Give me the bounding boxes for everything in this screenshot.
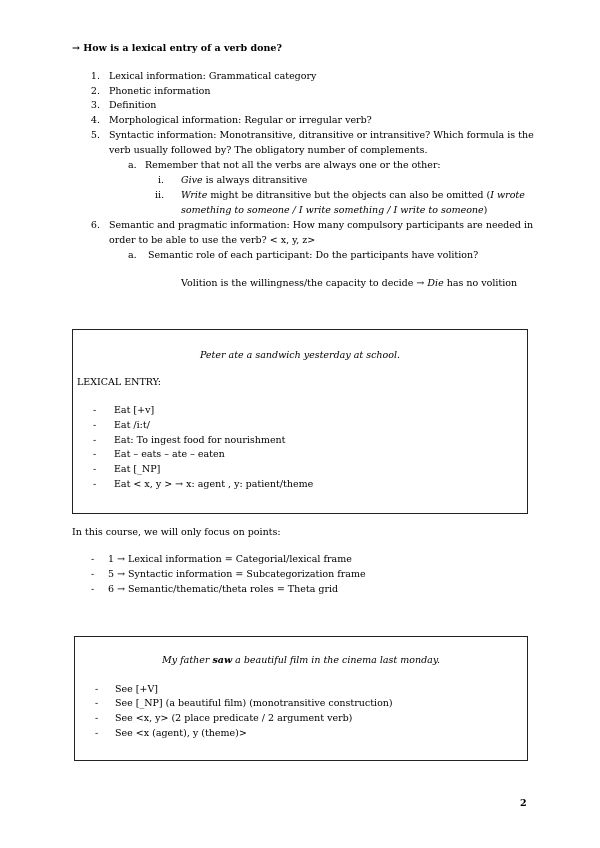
volition-rest: has no volition bbox=[443, 278, 518, 289]
dash-bullet: - bbox=[93, 449, 97, 460]
dash-bullet: - bbox=[95, 684, 99, 695]
focus-item: 5 → Syntactic information = Subcategorization frame bbox=[108, 569, 366, 580]
dash-bullet: - bbox=[93, 479, 97, 490]
sub-item: Semantic role of each participant: Do the participants have volition? bbox=[148, 250, 479, 261]
dash-bullet: - bbox=[93, 405, 97, 416]
list-item: Semantic and pragmatic information: How many compulsory participants are needed in bbox=[109, 220, 534, 231]
list-item: Eat [+v] bbox=[114, 405, 155, 416]
roman-item-text: might be ditransitive but the objects can also be omitted ( bbox=[207, 190, 491, 201]
section-heading bbox=[72, 43, 282, 55]
list-item: Syntactic information: Monotransitive, ditransitive or intransitive? Which formula is the bbox=[109, 130, 534, 141]
dash-bullet: - bbox=[93, 435, 97, 446]
sentence-start: My father bbox=[162, 655, 213, 666]
list-number: 2. bbox=[90, 86, 100, 97]
roman-item-continuation bbox=[181, 205, 487, 217]
heading-text: How is a lexical entry of a verb done? bbox=[83, 43, 282, 54]
lexical-entry-box bbox=[72, 329, 528, 514]
volition-text: Volition is the willingness/the capacity to decide bbox=[181, 278, 414, 289]
sentence-end: a beautiful film in the cinema last monday. bbox=[232, 655, 440, 666]
dash-bullet: - bbox=[91, 584, 95, 595]
sentence-verb: saw bbox=[212, 655, 233, 666]
example-sentence: something to someone / I write something / I write to someone bbox=[181, 205, 484, 216]
dash-bullet: - bbox=[93, 464, 97, 475]
list-number: 3. bbox=[90, 100, 100, 111]
dash-bullet: - bbox=[91, 554, 95, 565]
list-item: Definition bbox=[109, 100, 157, 111]
example-sentence bbox=[75, 655, 527, 667]
example-sentence: Peter ate a sandwich yesterday at school. bbox=[199, 350, 401, 361]
list-item: Eat – eats – ate – eaten bbox=[114, 449, 225, 460]
list-item: Eat: To ingest food for nourishment bbox=[114, 435, 286, 446]
roman-label: ii. bbox=[155, 190, 165, 201]
dash-bullet: - bbox=[95, 728, 99, 739]
list-number: 1. bbox=[90, 71, 100, 82]
sub-label: a. bbox=[128, 250, 137, 261]
list-item: See [+V] bbox=[115, 684, 159, 695]
example-verb: Die bbox=[427, 278, 444, 289]
list-item: See <x (agent), y (theme)> bbox=[115, 728, 247, 739]
lexical-entry-label: LEXICAL ENTRY: bbox=[77, 377, 161, 388]
focus-intro: In this course, we will only focus on points: bbox=[72, 527, 281, 538]
list-item-continuation: verb usually followed by? The obligatory number of complements. bbox=[109, 145, 428, 156]
list-item: Eat /i:t/ bbox=[114, 420, 150, 431]
roman-item-text: is always ditransitive bbox=[202, 175, 308, 186]
roman-item bbox=[181, 190, 525, 202]
dash-bullet: - bbox=[93, 420, 97, 431]
roman-item bbox=[181, 175, 307, 187]
list-item: Eat [_NP] bbox=[114, 464, 161, 475]
list-number: 6. bbox=[90, 220, 100, 231]
list-item: Eat < x, y > → x: agent , y: patient/theme bbox=[114, 479, 314, 490]
focus-item: 6 → Semantic/thematic/theta roles = Theta grid bbox=[108, 584, 339, 595]
sub-label: a. bbox=[128, 160, 137, 171]
volition-note bbox=[181, 278, 517, 290]
example-box bbox=[74, 636, 528, 761]
arrow-icon: → bbox=[416, 278, 425, 289]
list-item: Phonetic information bbox=[109, 86, 211, 97]
dash-bullet: - bbox=[95, 713, 99, 724]
list-item-continuation: order to be able to use the verb? < x, y, z> bbox=[109, 235, 316, 246]
list-number: 4. bbox=[90, 115, 100, 126]
focus-item: 1 → Lexical information = Categorial/lexical frame bbox=[108, 554, 352, 565]
page-number: 2 bbox=[520, 798, 527, 809]
example-verb: Give bbox=[181, 175, 203, 186]
sub-item: Remember that not all the verbs are always one or the other: bbox=[145, 160, 441, 171]
example-verb: Write bbox=[181, 190, 208, 201]
close-paren: ) bbox=[483, 205, 488, 216]
roman-label: i. bbox=[158, 175, 165, 186]
list-number: 5. bbox=[90, 130, 100, 141]
arrow-icon: → bbox=[72, 43, 80, 54]
list-item: See [_NP] (a beautiful film) (monotransitive construction) bbox=[115, 698, 393, 709]
list-item: See <x, y> (2 place predicate / 2 argument verb) bbox=[115, 713, 353, 724]
dash-bullet: - bbox=[91, 569, 95, 580]
list-item: Morphological information: Regular or irregular verb? bbox=[109, 115, 372, 126]
list-item: Lexical information: Grammatical category bbox=[109, 71, 317, 82]
dash-bullet: - bbox=[95, 698, 99, 709]
example-sentence: I wrote bbox=[490, 190, 525, 201]
